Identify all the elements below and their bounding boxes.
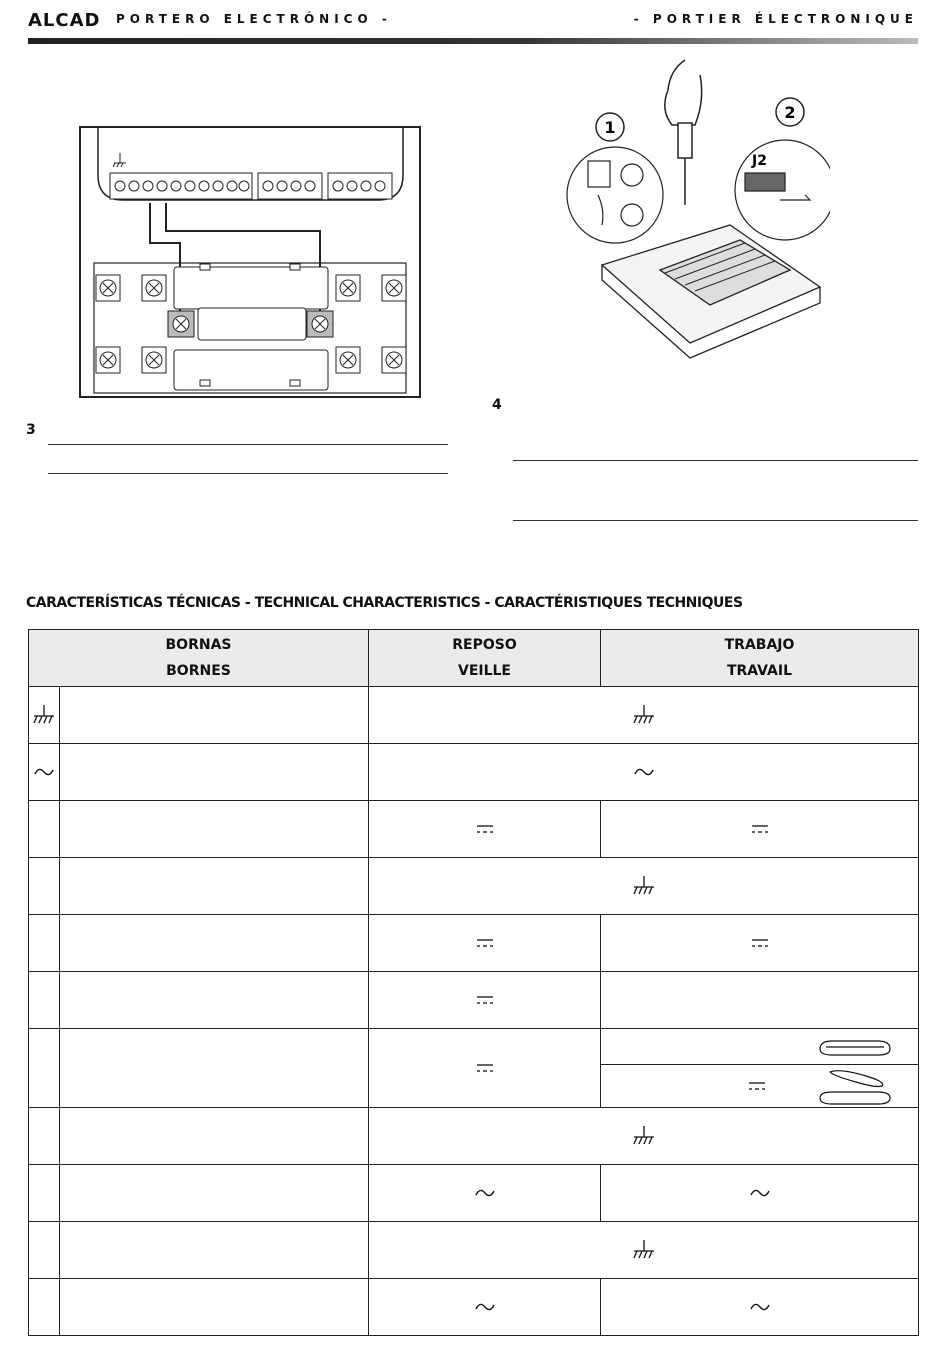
- ac-icon: [750, 1187, 770, 1199]
- ground-icon: [631, 1239, 657, 1261]
- col-header-terminals: BORNAS BORNES: [29, 630, 369, 687]
- terminal-symbol-cell: [29, 1279, 60, 1336]
- handset-on-hook-icon: [816, 1035, 894, 1059]
- terminal-symbol-cell: [29, 801, 60, 858]
- standby-cell: [369, 1029, 601, 1108]
- terminal-symbol-cell: [29, 1165, 60, 1222]
- terminal-symbol-cell: [29, 744, 60, 801]
- terminal-block-2: [258, 173, 322, 199]
- ac-icon: [475, 1301, 495, 1313]
- terminal-name-cell: [60, 687, 369, 744]
- intercom-base: [602, 225, 820, 358]
- svg-text:1: 1: [604, 118, 616, 137]
- fig3-caption-line-1: [48, 444, 448, 445]
- header-title-fr: - PORTIER ÉLECTRONIQUE: [633, 12, 918, 26]
- figure-4-label: 4: [492, 397, 502, 413]
- standby-cell: [369, 1279, 601, 1336]
- jumper-detail: [735, 140, 830, 240]
- header-divider: [28, 38, 918, 44]
- standby-work-cell: [369, 744, 919, 801]
- table-row: [29, 1108, 919, 1165]
- table-header-row: [29, 630, 919, 687]
- page-header: [28, 8, 918, 34]
- terminal-name-cell: [60, 1029, 369, 1108]
- col-header-work: TRABAJO TRAVAIL: [601, 630, 919, 687]
- terminal-symbol-cell: [29, 972, 60, 1029]
- table-row: [29, 801, 919, 858]
- table-row: [29, 687, 919, 744]
- terminal-name-cell: [60, 915, 369, 972]
- volume-adjust-detail: [567, 147, 663, 243]
- standby-cell: [369, 915, 601, 972]
- fig4-caption-line-1: [513, 460, 918, 461]
- terminal-name-cell: [60, 1222, 369, 1279]
- terminal-symbol-cell: [29, 858, 60, 915]
- dc-icon: [476, 995, 494, 1005]
- ground-icon: [113, 153, 126, 167]
- callout-2: [776, 98, 804, 126]
- callout-1: [596, 113, 624, 141]
- ac-icon: [750, 1301, 770, 1313]
- terminal-block-3: [328, 173, 392, 199]
- table-row: [29, 1165, 919, 1222]
- work-cell-off-hook: [601, 1065, 919, 1108]
- terminal-block-1: [110, 173, 252, 199]
- wiring-diagram: [78, 125, 423, 400]
- terminal-name-cell: [60, 972, 369, 1029]
- terminal-name-cell: [60, 1165, 369, 1222]
- table-row: [29, 1222, 919, 1279]
- fig4-caption-line-2: [513, 520, 918, 521]
- standby-work-cell: [369, 1222, 919, 1279]
- handset-off-hook-icon: [816, 1066, 894, 1106]
- terminal-name-cell: [60, 801, 369, 858]
- table-row: [29, 1279, 919, 1336]
- standby-cell: [369, 801, 601, 858]
- ac-icon: [475, 1187, 495, 1199]
- standby-cell: [369, 1165, 601, 1222]
- terminal-symbol-cell: [29, 1029, 60, 1108]
- work-cell: [601, 972, 919, 1029]
- terminal-name-cell: [60, 744, 369, 801]
- table-row: [29, 744, 919, 801]
- dc-icon: [476, 824, 494, 834]
- header-title-es: PORTERO ELECTRÓNICO -: [116, 12, 392, 26]
- terminal-name-cell: [60, 858, 369, 915]
- adjustment-illustration: [560, 55, 830, 370]
- technical-characteristics-table: [28, 629, 919, 1336]
- work-cell: [601, 1165, 919, 1222]
- svg-text:2: 2: [784, 103, 796, 122]
- section-title: CARACTERÍSTICAS TÉCNICAS - TECHNICAL CHARACTERISTICS - CARACTÉRISTIQUES TECHNIQUES: [26, 595, 743, 611]
- brand-logo: ALCAD: [28, 10, 101, 31]
- ground-icon: [631, 875, 657, 897]
- ground-icon: [631, 704, 657, 726]
- dc-icon: [476, 1063, 494, 1073]
- dc-icon: [751, 824, 769, 834]
- terminal-name-cell: [60, 1108, 369, 1165]
- ground-icon: [631, 1125, 657, 1147]
- standby-work-cell: [369, 1108, 919, 1165]
- terminal-symbol-cell: [29, 1222, 60, 1279]
- table-row: [29, 1029, 919, 1065]
- work-cell: [601, 915, 919, 972]
- work-cell: [601, 801, 919, 858]
- table-row: [29, 858, 919, 915]
- screwdriver-icon: [665, 60, 702, 205]
- table-row: [29, 972, 919, 1029]
- dc-icon: [751, 938, 769, 948]
- jumper-label: J2: [752, 153, 767, 169]
- table-row: [29, 915, 919, 972]
- col-header-standby: REPOSO VEILLE: [369, 630, 601, 687]
- terminal-symbol-cell: [29, 687, 60, 744]
- work-cell-on-hook: [601, 1029, 919, 1065]
- standby-work-cell: [369, 687, 919, 744]
- dc-icon: [476, 938, 494, 948]
- terminal-symbol-cell: [29, 1108, 60, 1165]
- figure-3-label: 3: [26, 422, 36, 438]
- ac-icon: [34, 766, 54, 778]
- fig3-caption-line-2: [48, 473, 448, 474]
- terminal-symbol-cell: [29, 915, 60, 972]
- dc-icon: [748, 1081, 766, 1091]
- terminal-name-cell: [60, 1279, 369, 1336]
- work-cell: [601, 1279, 919, 1336]
- ground-icon: [31, 704, 57, 726]
- standby-work-cell: [369, 858, 919, 915]
- ac-icon: [634, 766, 654, 778]
- standby-cell: [369, 972, 601, 1029]
